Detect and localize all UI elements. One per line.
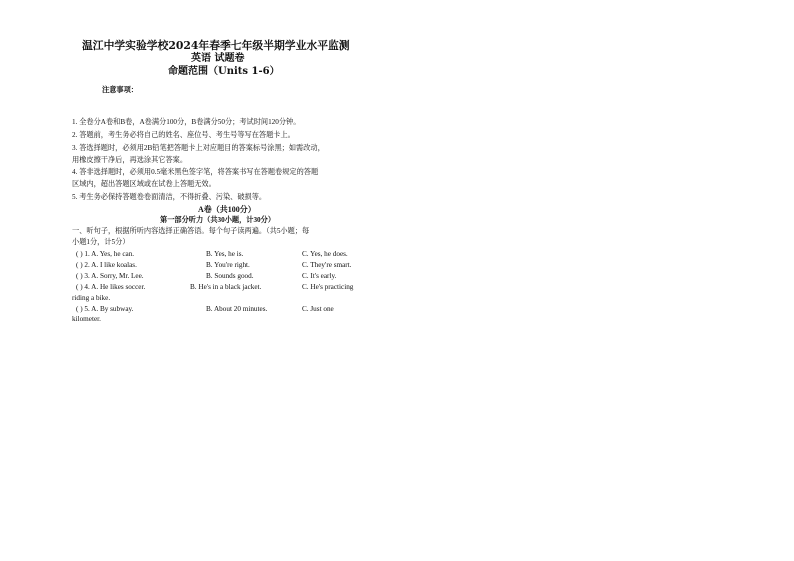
option-a[interactable]: ( ) 1. A. Yes, he can. — [76, 250, 135, 258]
notice-line: 5. 考生务必保持答题卷卷面清洁，不得折叠、污染、破损等。 — [72, 193, 267, 201]
question-row — [70, 250, 412, 260]
notice-line: 1. 全卷分A卷和B卷，A卷满分100分，B卷满分50分；考试时间120分钟。 — [72, 118, 301, 126]
option-b[interactable]: B. You're right. — [206, 261, 250, 269]
notice-line: 用橡皮擦干净后，再选涂其它答案。 — [72, 156, 188, 164]
section-instruction: 小题1分，计5分） — [72, 238, 130, 246]
school-title: 温江中学实验学校2024年春季七年级半期学业水平监测 — [82, 39, 350, 52]
notice-line: 3. 答选择题时，必须用2B铅笔把答题卡上对应题目的答案标号涂黑；如需改动， — [72, 144, 325, 152]
part1-title: 第一部分听力（共30小题，计30分） — [160, 216, 276, 224]
option-c[interactable]: C. Just one — [302, 305, 334, 313]
notice-line: 区域内，超出答题区域或在试卷上答题无效。 — [72, 180, 216, 188]
option-c[interactable]: C. He's practicing — [302, 283, 354, 291]
option-c[interactable]: C. Yes, he does. — [302, 250, 348, 258]
notice-line: 4. 答非选择题时，必须用0.5毫米黑色签字笔，将答案书写在答题卷规定的答题 — [72, 168, 319, 176]
question-row — [70, 305, 412, 315]
option-b[interactable]: B. Yes, he is. — [206, 250, 244, 258]
volume-a-title: A卷（共100分） — [198, 205, 256, 214]
question-row — [70, 283, 412, 293]
left-column — [70, 0, 412, 561]
question-row — [70, 261, 412, 271]
wrap-text: kilometer. — [72, 315, 101, 323]
notice-line: 2. 答题前，考生务必将自己的姓名、座位号、考生号等写在答题卡上。 — [72, 131, 295, 139]
question-row — [70, 272, 412, 282]
option-a[interactable]: ( ) 2. A. I like koalas. — [76, 261, 137, 269]
option-c[interactable]: C. They're smart. — [302, 261, 352, 269]
option-c[interactable]: C. It's early. — [302, 272, 337, 280]
subject-title: 英语 试题卷 — [191, 53, 245, 64]
option-a[interactable]: ( ) 5. A. By subway. — [76, 305, 134, 313]
option-a[interactable]: ( ) 4. A. He likes soccer. — [76, 283, 146, 291]
notice-label: 注意事项： — [102, 86, 138, 94]
scope-title: 命题范围（Units 1-6） — [168, 66, 280, 77]
option-a[interactable]: ( ) 3. A. Sorry, Mr. Lee. — [76, 272, 144, 280]
option-b[interactable]: B. About 20 minutes. — [206, 305, 268, 313]
option-b[interactable]: B. He's in a black jacket. — [190, 283, 262, 291]
option-b[interactable]: B. Sounds good. — [206, 272, 254, 280]
wrap-text: riding a bike. — [72, 294, 111, 302]
section-instruction: 一、听句子，根据所听内容选择正确答语。每个句子读两遍。（共5小题；每 — [72, 227, 310, 235]
